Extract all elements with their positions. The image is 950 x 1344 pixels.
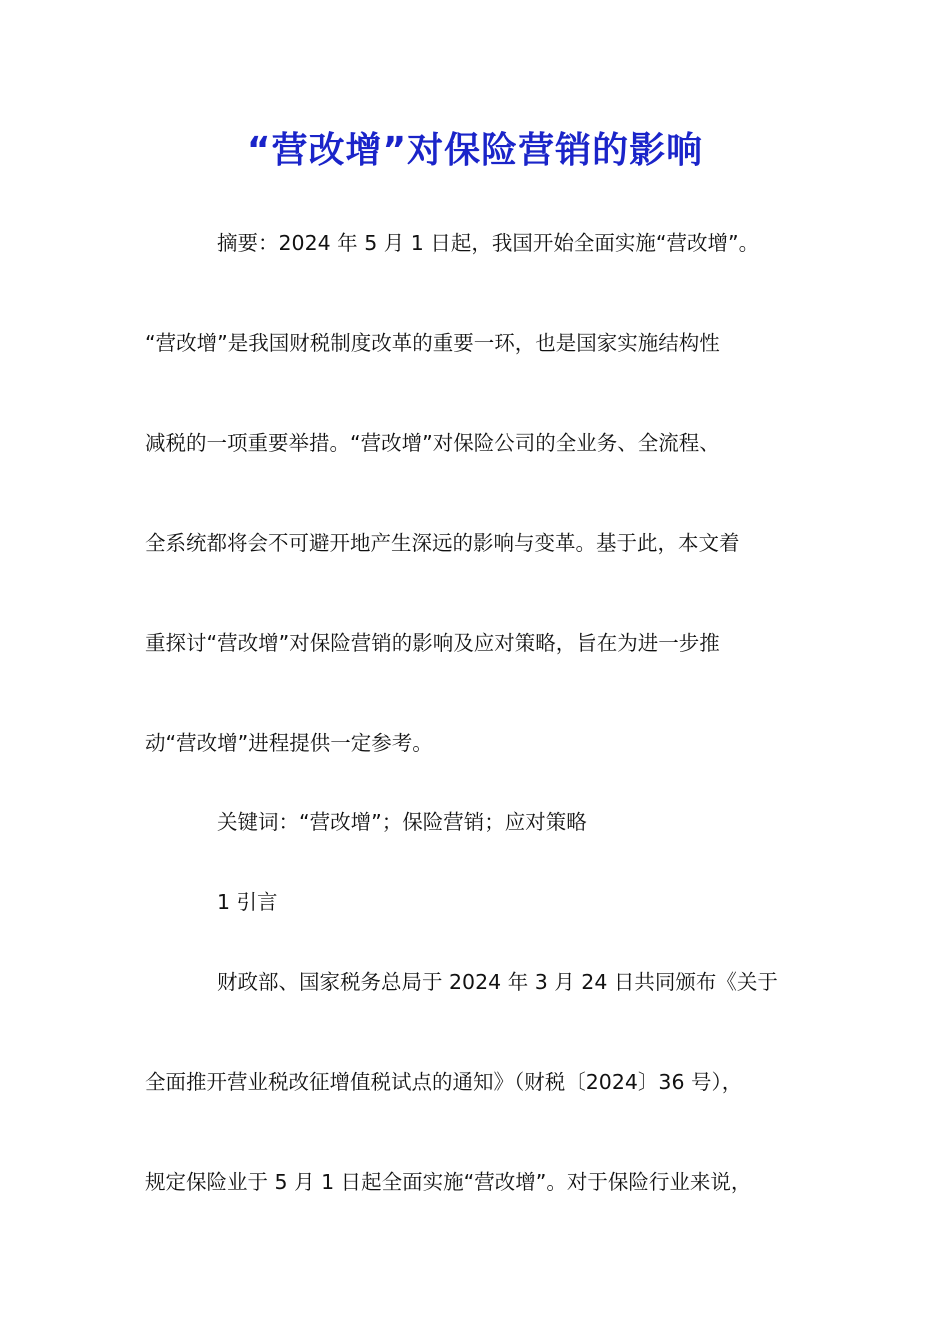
abstract-line-5: 重探讨“营改增”对保险营销的影响及应对策略，旨在为进一步推 <box>145 631 720 655</box>
abstract-line-2: “营改增”是我国财税制度改革的重要一环，也是国家实施结构性 <box>145 331 720 355</box>
document-title: “营改增”对保险营销的影响 <box>246 130 704 171</box>
body-line-1: 财政部、国家税务总局于 2024 年 3 月 24 日共同颁布《关于 <box>217 970 778 994</box>
abstract-line-1: 摘要：2024 年 5 月 1 日起，我国开始全面实施“营改增”。 <box>217 231 760 255</box>
body-line-2: 全面推开营业税改征增值税试点的通知》（财税〔2024〕36 号）， <box>145 1070 743 1094</box>
section-heading-introduction: 1 引言 <box>217 890 278 914</box>
body-line-3: 规定保险业于 5 月 1 日起全面实施“营改增”。对于保险行业来说， <box>145 1170 752 1194</box>
abstract-line-3: 减税的一项重要举措。“营改增”对保险公司的全业务、全流程、 <box>145 431 720 455</box>
abstract-line-4: 全系统都将会不可避开地产生深远的影响与变革。基于此，本文着 <box>145 531 740 555</box>
keywords-line: 关键词：“营改增”；保险营销；应对策略 <box>217 810 587 834</box>
abstract-line-6: 动“营改增”进程提供一定参考。 <box>145 731 433 755</box>
